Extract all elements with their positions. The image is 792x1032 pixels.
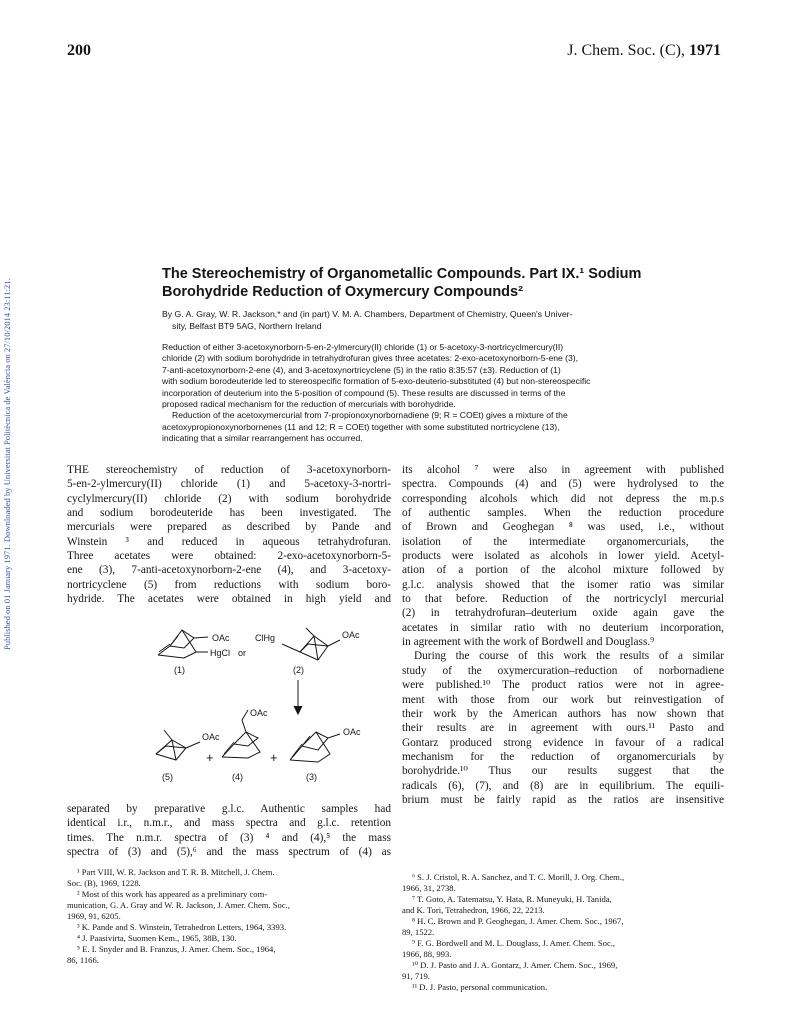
- compound-2-structure: [282, 628, 340, 660]
- body-line: their results are in agreement with ours.¹¹ Pasto and: [402, 722, 724, 735]
- body-line: Three acetates were obtained: 2-exo-acetoxynorborn-5-: [67, 550, 391, 563]
- download-side-note: [2, 160, 18, 650]
- body-line: study of the oxymercuration–reduction of norbornadiene: [402, 664, 724, 677]
- scheme-plus-sign: +: [206, 750, 214, 765]
- authors-line: By G. A. Gray, W. R. Jackson,* and (in part) V. M. A. Chambers, Department of Chemistry, Queen's Univer-: [162, 309, 573, 319]
- body-line: in agreement with the work of Bordwell and Douglass.⁹: [402, 636, 655, 649]
- body-line: borohydride.¹⁰ Thus our results suggest that the: [402, 765, 724, 778]
- abstract-line: indicating that a similar rearrangement has occurred.: [162, 433, 363, 444]
- body-line: to that before. Reduction of the nortricyclyl mercurial: [402, 593, 724, 606]
- footnote-line: 1969, 91, 6205.: [67, 911, 121, 921]
- footnote-line: 89, 1522.: [402, 927, 435, 937]
- body-line: (2) in tetrahydrofuran–deuterium oxide again gave the: [402, 607, 724, 620]
- body-line: THE stereochemistry of reduction of 3-acetoxynorborn-: [67, 464, 391, 476]
- footnotes-right: [402, 872, 724, 993]
- article-authors: [162, 308, 732, 332]
- footnote-line: and K. Tori, Tetrahedron, 1966, 22, 2213.: [402, 905, 545, 915]
- body-line: acetates in similar ratio with no deuterium incorporation,: [402, 621, 724, 634]
- abstract-line: incorporation of deuterium into the 5-position of compound (5). These results are discussed in terms of the: [162, 387, 566, 398]
- abstract-line: with sodium borodeuteride led to stereospecific formation of 5-exo-deuterio-substituted (4) but non-stereospecific: [162, 376, 591, 387]
- footnote-line: ¹⁰ D. J. Pasto and J. A. Gontarz, J. Amer. Chem. Soc., 1969,: [412, 960, 618, 970]
- title-line: The Stereochemistry of Organometallic Compounds. Part IX.¹ Sodium: [162, 266, 642, 282]
- body-line: ation of a portion of the alcohol mixture followed by: [402, 564, 724, 577]
- footnote-line: ⁴ J. Paasivirta, Suomen Kem., 1965, 38B, 130.: [77, 933, 237, 943]
- footnote-line: ⁵ E. I. Snyder and B. Franzus, J. Amer. Chem. Soc., 1964,: [77, 944, 276, 954]
- footnote-line: ¹ Part VIII, W. R. Jackson and T. R. B. Mitchell, J. Chem.: [77, 867, 275, 877]
- body-left-column-top: [67, 463, 391, 606]
- abstract-line: Reduction of the acetoxymercurial from 7-propionoxynorbornadiene (9; R = COEt) gives a mixture of the: [172, 410, 568, 421]
- download-side-note-text: Published on 01 January 1971. Downloaded by Universitat Politècnica de València on 27/10/2014 23:11:21.: [2, 278, 12, 650]
- scheme-clhg-label: ClHg: [255, 633, 276, 643]
- scheme-oac-label: OAc: [202, 732, 220, 742]
- body-line: their work by the American authors has now shown that: [402, 707, 724, 720]
- abstract-line: Reduction of either 3-acetoxynorborn-5-en-2-ylmercury(II) chloride (1) or 5-acetoxy-3-nortricyclmercury(II): [162, 342, 564, 352]
- body-line: identical i.r., n.m.r., and mass spectra and g.l.c. retention: [67, 817, 391, 830]
- body-line: hydride. The acetates were obtained in high yield and: [67, 593, 391, 606]
- body-line: were published.¹⁰ The product ratios were not in agree-: [402, 679, 724, 692]
- authors-line: sity, Belfast BT9 5AG, Northern Ireland: [172, 321, 322, 331]
- article-abstract: [162, 342, 732, 445]
- article-title: [162, 265, 732, 301]
- body-line: radicals (6), (7), and (8) are in equilibrium. The equili-: [402, 779, 724, 792]
- body-line: times. The n.m.r. spectra of (3) ⁴ and (4),⁵ the mass: [67, 831, 391, 844]
- body-right-column: [402, 463, 724, 807]
- scheme-oac-label: OAc: [250, 708, 268, 718]
- body-line: corresponding alcohols which did not depress the m.p.s: [402, 492, 724, 505]
- abstract-line: acetoxypropionoxynorbornenes (11 and 12; R = COEt) together with some substituted nortricyclene (13),: [162, 421, 560, 432]
- body-line: mercurials were prepared as described by Pande and: [67, 521, 391, 534]
- body-line: ment with those from our work but reinvestigation of: [402, 693, 724, 706]
- page-number: 200: [67, 42, 91, 59]
- body-line: ene (3), 7-anti-acetoxynorborn-2-ene (4), and 3-acetoxy-: [67, 564, 391, 577]
- footnote-line: 1966, 88, 993.: [402, 949, 452, 959]
- body-line: and sodium borodeuteride has been investigated. The: [67, 507, 391, 520]
- body-line: of Brown and Geoghegan ⁸ was used, i.e., without: [402, 521, 724, 534]
- abstract-line: proposed radical mechanism for the reduction of mercurials with borohydride.: [162, 399, 456, 410]
- compound-3-label: (3): [306, 772, 317, 782]
- footnote-line: ³ K. Pande and S. Winstein, Tetrahedron Letters, 1964, 3393.: [77, 922, 287, 932]
- body-line: its alcohol ⁷ were also in agreement with published: [402, 464, 724, 476]
- reaction-arrow: [294, 680, 302, 714]
- body-line: of authentic samples. When the reduction procedure: [402, 507, 724, 520]
- compound-5-structure: [156, 730, 200, 760]
- footnote-line: ⁶ S. J. Cristol, R. A. Sanchez, and T. C. Morill, J. Org. Chem.,: [412, 872, 625, 882]
- compound-1-label: (1): [174, 665, 185, 675]
- scheme-oac-label: OAc: [212, 633, 230, 643]
- footnote-line: 91, 719.: [402, 971, 430, 981]
- body-line: brium must be fairly rapid as the ratios are insensitive: [402, 793, 724, 806]
- body-line: 5-en-2-ylmercury(II) chloride (1) and 5-acetoxy-3-nortri-: [67, 478, 391, 491]
- body-line: separated by preparative g.l.c. Authentic samples had: [67, 803, 391, 815]
- abstract-line: chloride (2) with sodium borohydride in tetrahydrofuran gives three acetates: 2-exo-acetoxynorborn-5-ene (3),: [162, 353, 579, 364]
- footnote-line: ¹¹ D. J. Pasto, personal communication.: [412, 982, 548, 992]
- body-left-column-bottom: [67, 802, 391, 859]
- body-line: isolation of the intermediate organomercurials, the: [402, 535, 724, 548]
- footnote-line: munication, G. A. Gray and W. R. Jackson, J. Amer. Chem. Soc.,: [67, 900, 290, 910]
- compound-4-label: (4): [232, 772, 243, 782]
- footnote-line: ² Most of this work has appeared as a preliminary com-: [77, 889, 268, 899]
- body-line: During the course of this work the results of a similar: [414, 650, 724, 663]
- journal-year: 1971: [689, 42, 721, 59]
- scheme-oac-label: OAc: [342, 630, 360, 640]
- reaction-scheme: [150, 622, 380, 797]
- body-line: products were isolated as alcohols in lower yield. Acetyl-: [402, 550, 724, 563]
- journal-header: [567, 42, 721, 60]
- scheme-or-label: or: [238, 648, 247, 658]
- scheme-oac-label: OAc: [343, 727, 361, 737]
- footnote-line: 86, 1166.: [67, 955, 99, 965]
- compound-5-label: (5): [162, 772, 173, 782]
- footnote-line: Soc. (B), 1969, 1228.: [67, 878, 141, 888]
- body-line: nortricyclene (5) from reductions with sodium boro-: [67, 578, 391, 591]
- scheme-plus-sign: +: [270, 750, 278, 765]
- title-line: Borohydride Reduction of Oxymercury Compounds²: [162, 284, 523, 300]
- footnote-line: 1966, 31, 2738.: [402, 883, 456, 893]
- footnote-line: ⁹ F. G. Bordwell and M. L. Douglass, J. Amer. Chem. Soc.,: [412, 938, 616, 948]
- body-line: Gontarz produced strong evidence in favour of a radical: [402, 736, 724, 749]
- scheme-hgcl-label: HgCl: [210, 648, 231, 658]
- footnotes-left: [67, 867, 389, 966]
- compound-1-structure: [158, 630, 208, 658]
- body-line: mechanism for the reduction of organomercurials by: [402, 750, 724, 763]
- abstract-line: 7-anti-acetoxynorborn-2-ene (4), and 3-acetoxynortricyclene (5) in the ratio 8:35:57 (±3). Reduction of (1): [162, 364, 561, 375]
- footnote-line: ⁷ T. Goto, A. Tatematsu, Y. Hata, R. Muneyuki, H. Tanida,: [412, 894, 612, 904]
- footnote-line: ⁸ H. C. Brown and P. Geoghegan, J. Amer. Chem. Soc., 1967,: [412, 916, 624, 926]
- journal-name: J. Chem. Soc. (C),: [567, 42, 689, 59]
- compound-2-label: (2): [293, 665, 304, 675]
- body-line: spectra. Compounds (4) and (5) were hydrolysed to the: [402, 478, 724, 491]
- body-line: cyclylmercury(II) chloride (2) with sodium borohydride: [67, 492, 391, 505]
- body-line: spectra of (3) and (5),⁶ and the mass spectrum of (4) as: [67, 846, 391, 859]
- body-line: g.l.c. analysis showed that the isomer ratio was similar: [402, 578, 724, 591]
- body-line: Winstein ³ and reduced in aqueous tetrahydrofuran.: [67, 535, 391, 548]
- compound-3-structure: [290, 732, 340, 762]
